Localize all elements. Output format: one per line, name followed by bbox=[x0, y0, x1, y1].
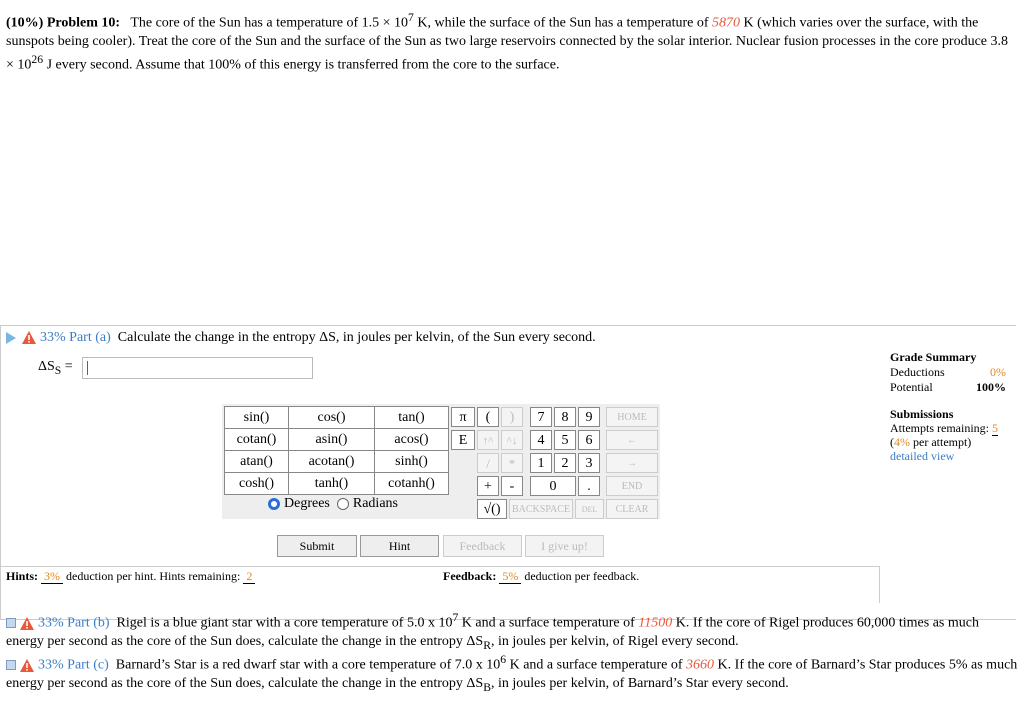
barnard-surface-temp: 3660 bbox=[686, 657, 715, 673]
part-b-percent[interactable]: 33% Part (b) bbox=[38, 615, 110, 631]
feedback-deduction: 5% bbox=[499, 569, 521, 584]
hint-button[interactable]: Hint bbox=[360, 535, 439, 557]
key-5[interactable]: 5 bbox=[554, 430, 576, 450]
left-arrow-key[interactable]: ← bbox=[606, 430, 658, 450]
hint-deduction: 3% bbox=[41, 569, 63, 584]
tan-key[interactable]: tan() bbox=[375, 407, 449, 429]
submit-button[interactable]: Submit bbox=[277, 535, 357, 557]
decimal-key[interactable]: . bbox=[578, 476, 600, 496]
equals-sign: = bbox=[61, 359, 73, 374]
warning-icon bbox=[20, 617, 34, 630]
feedback-text: deduction per feedback. bbox=[521, 569, 640, 583]
delete-key[interactable]: DEL bbox=[575, 499, 604, 519]
subscript: R bbox=[483, 638, 491, 652]
part-a-question: Calculate the change in the entropy ΔS, in joules per kelvin, of the Sun every second. bbox=[117, 330, 596, 345]
acotan-key[interactable]: acotan() bbox=[289, 451, 375, 473]
backspace-key[interactable]: BACKSPACE bbox=[509, 499, 573, 519]
per-attempt-value: 4% bbox=[894, 435, 910, 449]
potential-label: Potential bbox=[890, 380, 933, 394]
part-b-text: K. If the core of Rigel produces 60,000 times as much energy per second as the core of the Sun does, calculate the change in the entropy ΔS bbox=[6, 615, 979, 649]
cos-key[interactable]: cos() bbox=[289, 407, 375, 429]
part-a-percent: 33% Part (a) bbox=[40, 330, 111, 345]
key-7[interactable]: 7 bbox=[530, 407, 552, 427]
degrees-radio[interactable] bbox=[268, 498, 280, 510]
deductions-value: 0% bbox=[990, 365, 1006, 379]
key-9[interactable]: 9 bbox=[578, 407, 600, 427]
expand-arrow-icon[interactable] bbox=[6, 332, 16, 344]
key-8[interactable]: 8 bbox=[554, 407, 576, 427]
radians-label: Radians bbox=[352, 496, 398, 511]
home-key[interactable]: HOME bbox=[606, 407, 658, 427]
pi-key[interactable]: π bbox=[451, 407, 475, 427]
exponent: 26 bbox=[31, 52, 44, 66]
part-b-text: , in joules per kelvin, of Rigel every second. bbox=[490, 633, 739, 649]
sinh-key[interactable]: sinh() bbox=[375, 451, 449, 473]
collapse-icon[interactable] bbox=[6, 660, 16, 670]
key-1[interactable]: 1 bbox=[530, 453, 552, 473]
entropy-subscript: S bbox=[54, 363, 62, 377]
asin-key[interactable]: asin() bbox=[289, 429, 375, 451]
collapse-icon[interactable] bbox=[6, 618, 16, 628]
down-caret-key[interactable]: ^↓ bbox=[501, 430, 523, 450]
angle-mode bbox=[268, 496, 398, 512]
exponent: 6 bbox=[500, 653, 507, 666]
cotan-key[interactable]: cotan() bbox=[225, 429, 289, 451]
e-key[interactable]: E bbox=[451, 430, 475, 450]
part-c-text: , in joules per kelvin, of Barnard’s Star every second. bbox=[490, 675, 789, 691]
part-b-text: Rigel is a blue giant star with a core temperature of 5.0 x 10 bbox=[116, 615, 453, 631]
feedback-button[interactable]: Feedback bbox=[443, 535, 522, 557]
up-caret-key[interactable]: ↑^ bbox=[477, 430, 499, 450]
entropy-symbol: ΔS bbox=[38, 359, 55, 374]
exponent: 7 bbox=[408, 11, 414, 24]
minus-key[interactable]: - bbox=[501, 476, 523, 496]
hints-info bbox=[6, 569, 255, 584]
key-6[interactable]: 6 bbox=[578, 430, 600, 450]
radians-radio[interactable] bbox=[337, 498, 349, 510]
grade-summary bbox=[890, 350, 1006, 395]
problem-statement bbox=[6, 9, 1018, 74]
feedback-label: Feedback: bbox=[443, 569, 497, 583]
answer-label bbox=[38, 359, 73, 377]
key-2[interactable]: 2 bbox=[554, 453, 576, 473]
feedback-info bbox=[443, 569, 639, 584]
tanh-key[interactable]: tanh() bbox=[289, 473, 375, 495]
part-b bbox=[6, 609, 1018, 654]
cosh-key[interactable]: cosh() bbox=[225, 473, 289, 495]
problem-text: K, while the surface of the Sun has a temperature of bbox=[413, 15, 713, 31]
attempts-label: Attempts remaining: bbox=[890, 421, 992, 435]
part-c-text: Barnard’s Star is a red dwarf star with a core temperature of 7.0 x 10 bbox=[115, 657, 501, 673]
key-0[interactable]: 0 bbox=[530, 476, 576, 496]
paren: ( bbox=[890, 435, 894, 449]
degrees-label: Degrees bbox=[284, 496, 330, 511]
atan-key[interactable]: atan() bbox=[225, 451, 289, 473]
text-caret bbox=[87, 361, 88, 375]
multiply-key[interactable]: * bbox=[501, 453, 523, 473]
rigel-surface-temp: 11500 bbox=[638, 615, 673, 631]
end-key[interactable]: END bbox=[606, 476, 658, 496]
hints-label: Hints: bbox=[6, 569, 39, 583]
warning-icon bbox=[20, 659, 34, 672]
warning-icon bbox=[22, 331, 36, 344]
key-4[interactable]: 4 bbox=[530, 430, 552, 450]
problem-text: The core of the Sun has a temperature of 1.5 × 10 bbox=[130, 15, 409, 31]
grade-summary-title: Grade Summary bbox=[890, 350, 977, 364]
part-c-percent[interactable]: 33% Part (c) bbox=[38, 657, 109, 673]
left-paren-key[interactable]: ( bbox=[477, 407, 499, 427]
part-c-text: K. If the core of Barnard’s Star produces 5% as much energy per second as the core of the Sun does, calculate the change in the entropy ΔS bbox=[6, 657, 1018, 691]
give-up-button[interactable]: I give up! bbox=[525, 535, 604, 557]
exponent: 7 bbox=[452, 611, 459, 624]
submissions-panel bbox=[890, 407, 1014, 463]
part-b-text: K and a surface temperature of bbox=[458, 615, 639, 631]
right-arrow-key[interactable]: → bbox=[606, 453, 658, 473]
sqrt-key[interactable]: √() bbox=[477, 499, 507, 519]
acos-key[interactable]: acos() bbox=[375, 429, 449, 451]
submissions-title: Submissions bbox=[890, 407, 954, 421]
hints-remaining: 2 bbox=[243, 569, 255, 584]
key-3[interactable]: 3 bbox=[578, 453, 600, 473]
per-attempt-label: per attempt) bbox=[910, 435, 972, 449]
part-a-header bbox=[6, 330, 596, 346]
cotanh-key[interactable]: cotanh() bbox=[375, 473, 449, 495]
surface-temperature-value: 5870 bbox=[712, 15, 741, 31]
deductions-label: Deductions bbox=[890, 365, 945, 379]
divide-key[interactable]: / bbox=[477, 453, 499, 473]
attempts-value: 5 bbox=[991, 421, 998, 435]
part-c bbox=[6, 651, 1018, 696]
plus-key[interactable]: + bbox=[477, 476, 499, 496]
function-keys bbox=[224, 406, 449, 495]
problem-text: J every second. Assume that 100% of this energy is transferred from the core to the surface. bbox=[43, 57, 560, 73]
problem-header: (10%) Problem 10: bbox=[6, 15, 121, 31]
answer-input[interactable] bbox=[82, 357, 313, 379]
problem-text: K (which varies over the surface, with the sunspots being cooler). Treat the core of the Sun and the surface of the Sun as two large reservoirs connected by the solar interior. Nuclear fusion processes in the core produce 3.8 × 10 bbox=[6, 15, 1009, 73]
detailed-view-link[interactable]: detailed view bbox=[890, 449, 955, 463]
potential-value: 100% bbox=[976, 380, 1006, 394]
clear-key[interactable]: CLEAR bbox=[606, 499, 658, 519]
hints-text: deduction per hint. Hints remaining: bbox=[63, 569, 244, 583]
subscript: B bbox=[483, 680, 491, 694]
part-c-text: K and a surface temperature of bbox=[506, 657, 687, 673]
right-paren-key[interactable]: ) bbox=[501, 407, 523, 427]
sin-key[interactable]: sin() bbox=[225, 407, 289, 429]
